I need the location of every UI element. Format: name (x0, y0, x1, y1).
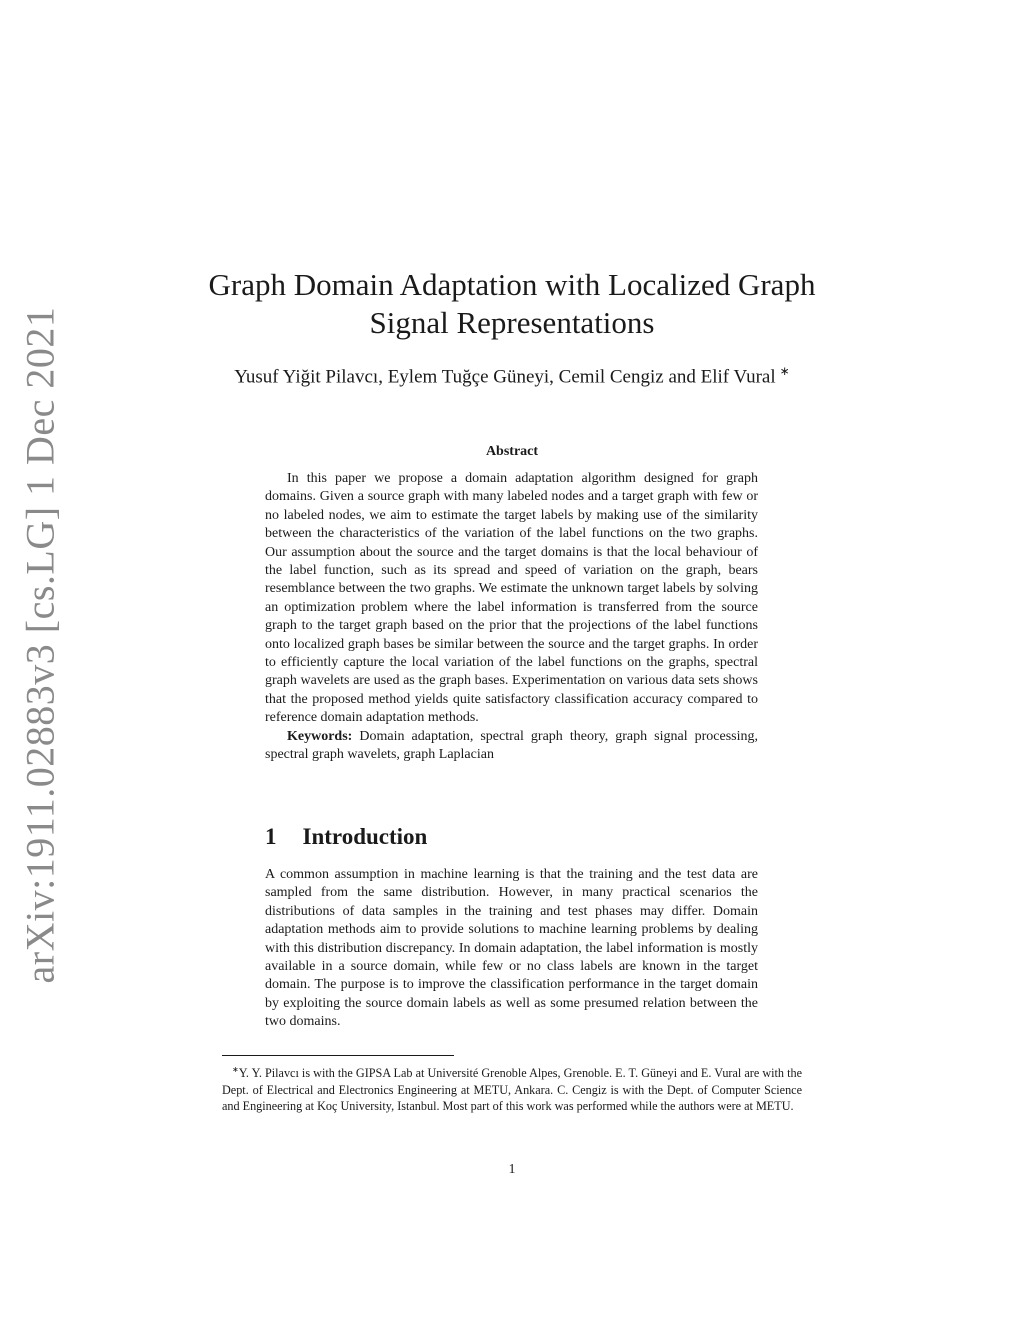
author-footnote-mark: ∗ (779, 364, 790, 378)
introduction-body (265, 866, 758, 1032)
footnote-text: Y. Y. Pilavcı is with the GIPSA Lab at Université Grenoble Alpes, Grenoble. E. T. Güneyi and E. Vural are with the Dept. of Electrical and Electronics Engineering at METU, Ankara. C. Cengiz is with the Dept. of Computer Science and Engineering at Koç University, Istanbul. Most part of this work was performed while the authors were at METU. (222, 1066, 802, 1114)
abstract (265, 470, 758, 765)
author-list (0, 364, 1024, 388)
footnote-mark: ∗ (232, 1065, 239, 1074)
footnote (222, 1062, 802, 1115)
abstract-body: In this paper we propose a domain adaptation algorithm designed for graph domains. Given a source graph with many labeled nodes and a target graph with few or no labeled nodes, we aim to estimate the target labels by making use of the similarity between the characteristics of the variation of the label functions on the two graphs. Our assumption about the source and the target domains is that the local behaviour of the label function, such as its spread and speed of variation on the graph, bears resemblance between the two graphs. We estimate the unknown target labels by solving an optimization problem where the label information is transferred from the source graph to the target graph based on the prior that the projections of the label functions onto localized graph bases be similar between the source and the target graphs. In order to efficiently capture the local variation of the label functions on the graphs, spectral graph wavelets are used as the graph bases. Experimentation on various data sets shows that the proposed method yields quite satisfactory classification accuracy compared to reference domain adaptation methods. (265, 471, 758, 726)
section-heading (265, 824, 427, 850)
arxiv-identifier: arXiv:1911.02883v3 [cs.LG] 1 Dec 2021 (17, 306, 63, 984)
page-number: 1 (508, 1162, 516, 1177)
paper-title (0, 266, 1024, 342)
author-names: Yusuf Yiğit Pilavcı, Eylem Tuğçe Güneyi, Cemil Cengiz and Elif Vural (234, 366, 776, 388)
paper-title-line-1: Graph Domain Adaptation with Localized Graph (208, 267, 816, 302)
introduction-paragraph: A common assumption in machine learning is that the training and the test data are sampled from the same distribution. However, in many practical scenarios the distributions of data samples in the training and test phases may differ. Domain adaptation methods aim to provide solutions to machine learning problems by dealing with this distribution discrepancy. In domain adaptation, the label information is mostly available in a source domain, while few or no class labels are known in the target domain. The purpose is to improve the classification performance in the target domain by exploiting the source domain labels as well as some presumed relation between the two domains. (265, 867, 758, 1030)
keywords-text: Domain adaptation, spectral graph theory, graph signal processing, spectral graph wavelets, graph Laplacian (265, 728, 759, 763)
section-number: 1 (265, 824, 277, 849)
keywords-label: Keywords: (287, 728, 353, 744)
footnote-divider (222, 1055, 454, 1056)
section-title: Introduction (302, 824, 428, 849)
keywords (265, 728, 758, 765)
footnote-paragraph (222, 1062, 802, 1115)
abstract-heading: Abstract (485, 444, 539, 459)
paper-title-line-2: Signal Representations (369, 305, 655, 340)
